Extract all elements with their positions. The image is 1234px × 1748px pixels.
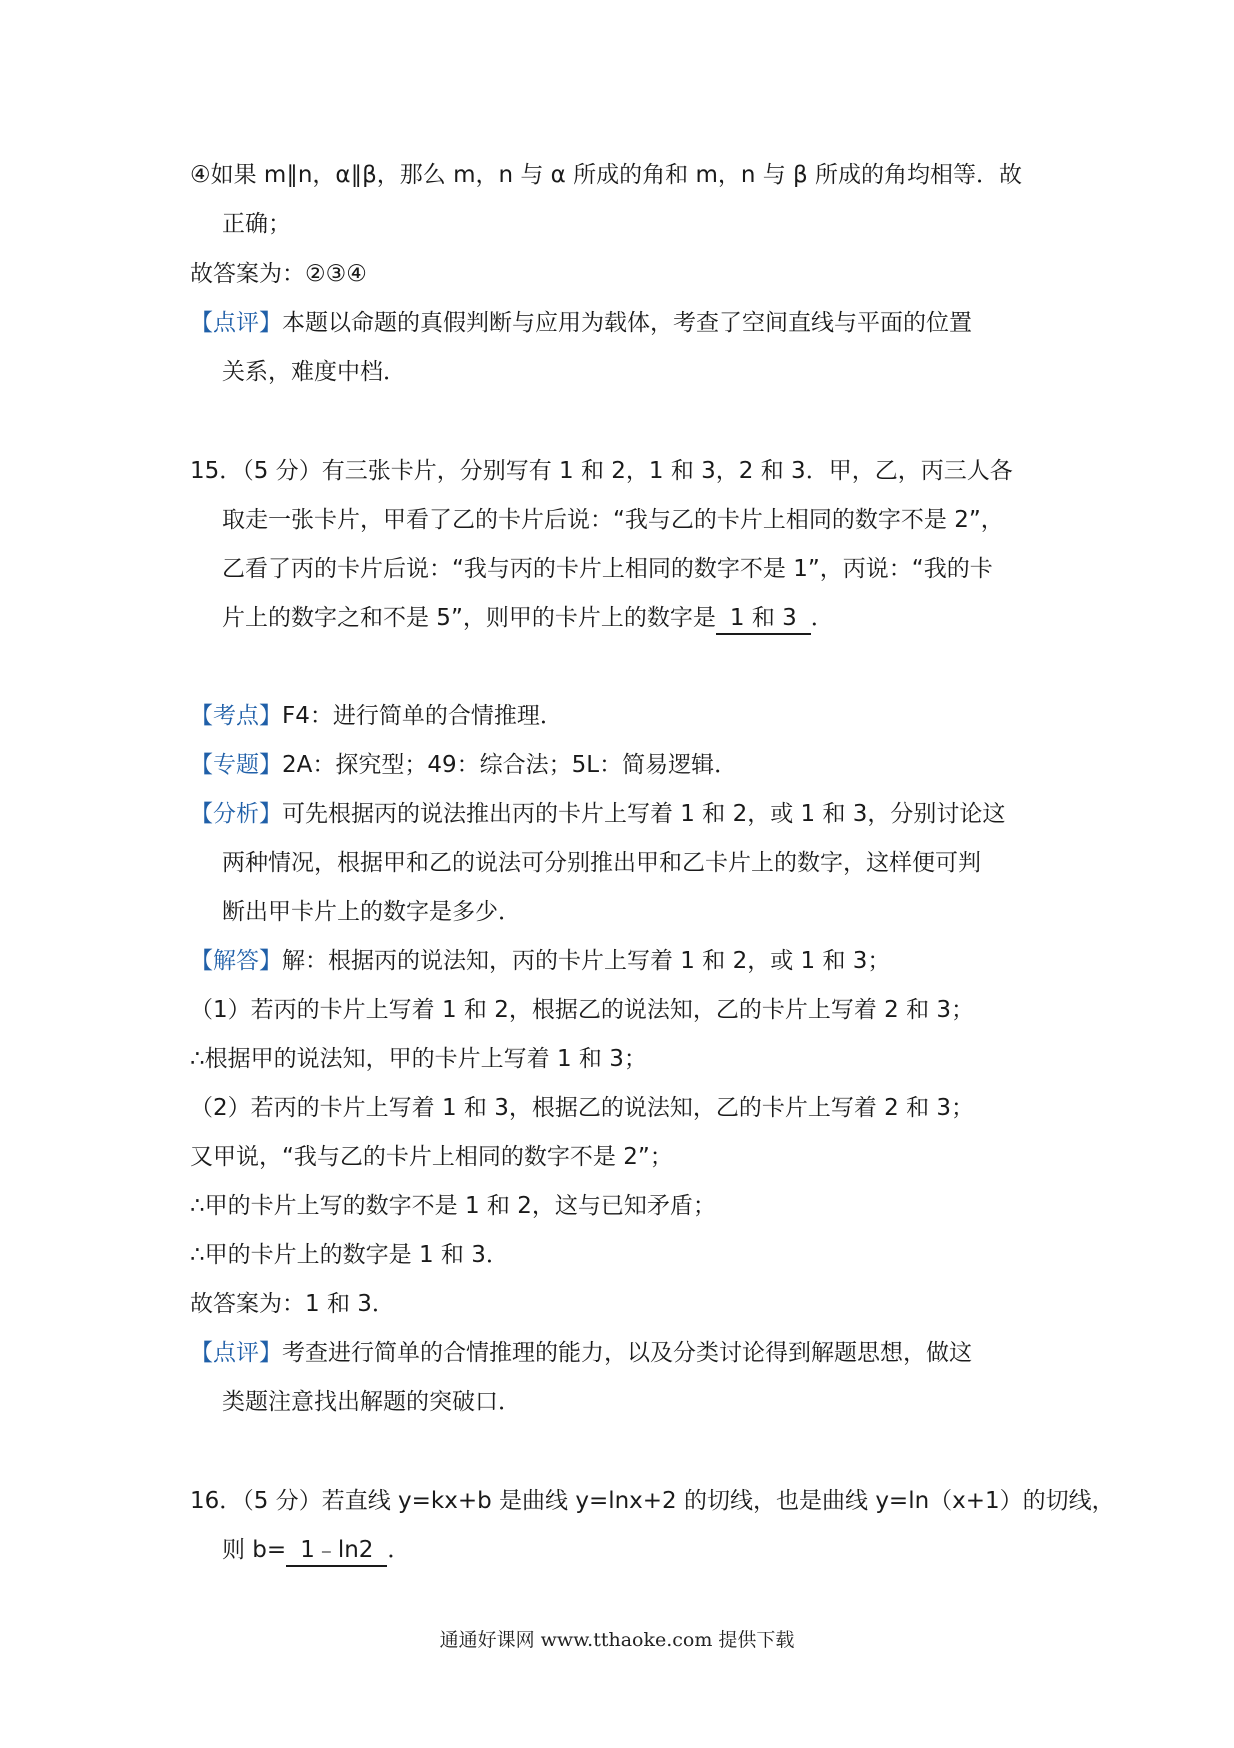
zhuanti-tag: 【专题】	[190, 752, 282, 778]
review-text: 本题以命题的真假判断与应用为载体，考查了空间直线与平面的位置	[282, 310, 972, 336]
q15-jieda-line-1	[190, 944, 890, 978]
q14-review-line-1	[190, 306, 972, 340]
q15-answer-blank: 1 和 3	[716, 603, 811, 635]
q15-jieda-line-2: （1）若丙的卡片上写着 1 和 2，根据乙的说法知，乙的卡片上写着 2 和 3；	[190, 997, 975, 1023]
q15-answer: 故答案为：1 和 3．	[190, 1291, 395, 1317]
q14-line-2: 正确；	[222, 211, 291, 237]
q16-answer-blank: 1﹣ln2	[286, 1535, 387, 1567]
q15-line-3: 乙看了丙的卡片后说：“我与丙的卡片上相同的数字不是 1”，丙说：“我的卡	[222, 556, 993, 582]
q16-line-2	[222, 1533, 410, 1567]
review-tag: 【点评】	[190, 310, 282, 336]
q15-period: ．	[810, 605, 834, 631]
fenxi-text: 可先根据丙的说法推出丙的卡片上写着 1 和 2，或 1 和 3，分别讨论这	[282, 801, 1006, 827]
jieda-text: 解：根据丙的说法知，丙的卡片上写着 1 和 2，或 1 和 3；	[282, 948, 891, 974]
zhuanti-text: 2A：探究型；49：综合法；5L：简易逻辑．	[282, 752, 738, 778]
jieda-tag: 【解答】	[190, 948, 282, 974]
q15-review-line-1	[190, 1336, 972, 1370]
q15-review-line-2: 类题注意找出解题的突破口．	[222, 1389, 521, 1415]
q15-jieda-line-5: 又甲说，“我与乙的卡片上相同的数字不是 2”；	[190, 1144, 673, 1170]
q15-zhuanti	[190, 748, 737, 782]
review-text: 考查进行简单的合情推理的能力，以及分类讨论得到解题思想，做这	[282, 1340, 972, 1366]
kaodian-tag: 【考点】	[190, 703, 282, 729]
q14-line-1: ④如果 m∥n，α∥β，那么 m，n 与 α 所成的角和 m，n 与 β 所成的角均相等．故	[190, 162, 1023, 188]
q14-review-line-2: 关系，难度中档．	[222, 359, 406, 385]
q15-fenxi-line-2: 两种情况，根据甲和乙的说法可分别推出甲和乙卡片上的数字，这样便可判	[222, 850, 981, 876]
q15-question-text: 片上的数字之和不是 5”，则甲的卡片上的数字是	[222, 605, 716, 631]
q15-line-1: 15．（5 分）有三张卡片，分别写有 1 和 2，1 和 3，2 和 3．甲，乙，丙三人各	[190, 458, 1013, 484]
q15-fenxi-line-3: 断出甲卡片上的数字是多少．	[222, 899, 521, 925]
q14-answer: 故答案为：②③④	[190, 261, 367, 287]
q16-line-1: 16．（5 分）若直线 y=kx+b 是曲线 y=lnx+2 的切线，也是曲线 y=ln（x+1）的切线，	[190, 1488, 1115, 1514]
kaodian-text: F4：进行简单的合情推理．	[282, 703, 563, 729]
q16-period: ．	[387, 1537, 411, 1563]
q15-line-2: 取走一张卡片，甲看了乙的卡片后说：“我与乙的卡片上相同的数字不是 2”，	[222, 507, 1004, 533]
q15-jieda-line-3: ∴根据甲的说法知，甲的卡片上写着 1 和 3；	[190, 1046, 647, 1072]
q16-question-text: 则 b=	[222, 1537, 287, 1563]
fenxi-tag: 【分析】	[190, 801, 282, 827]
q15-jieda-line-4: （2）若丙的卡片上写着 1 和 3，根据乙的说法知，乙的卡片上写着 2 和 3；	[190, 1095, 975, 1121]
review-tag: 【点评】	[190, 1340, 282, 1366]
q15-kaodian	[190, 699, 563, 733]
q15-jieda-line-7: ∴甲的卡片上的数字是 1 和 3．	[190, 1242, 509, 1268]
q15-fenxi-line-1	[190, 797, 1005, 831]
page-footer: 通通好课网 www.tthaoke.com 提供下载	[439, 1629, 795, 1651]
q15-line-4	[222, 601, 834, 635]
q15-jieda-line-6: ∴甲的卡片上写的数字不是 1 和 2，这与已知矛盾；	[190, 1193, 716, 1219]
